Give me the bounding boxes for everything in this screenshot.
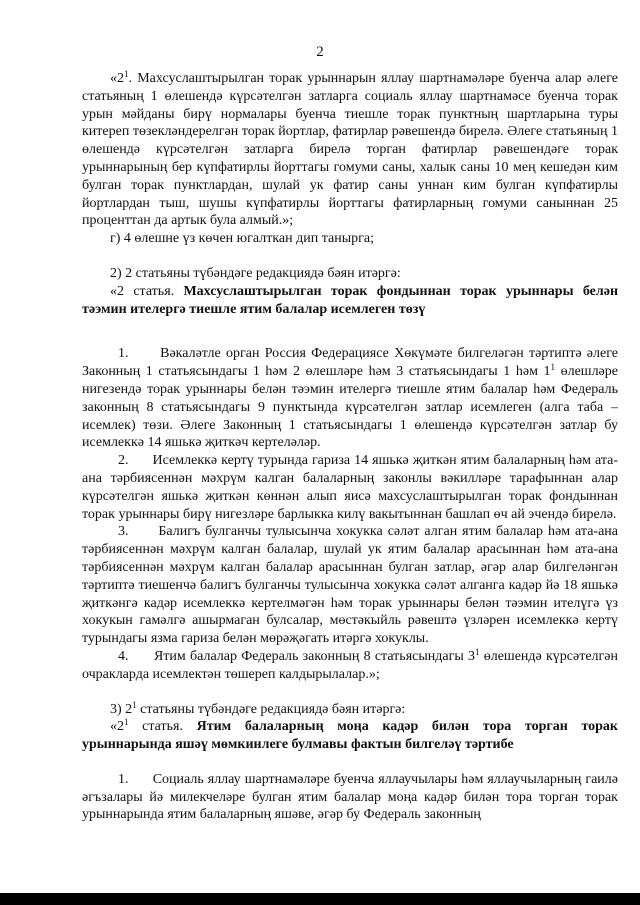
article-2-part-1: 1. Вәкаләтле орган Россия Федерациясе Хөкүмәте билгеләгән тәртиптә әлеге Законның 1 статьясындагы 1 һәм 2 өлешләре һәм 3 статьясындагы 1 һәм $1^1$ өлешләре нигезендә торак урыннары белән тәэмин ителергә тиешле ятим балалар һәм Федераль законның 8 статьясындагы 9 пунктында күрсәтелгән затлар исемлеген (алга таба – исемлек) төзи. Әлеге Законның 1 статьясындагы 1 өлешендә күрсәтелгән затлар бу исемлеккә 14 яшькә җиткәч кертеләләр. xyxy=(82,346,618,451)
article-2-1-heading: «$2^1$ статья. Ятим балаларның моңа кадәр билән тора торган торак урыннарында яшәү мөмкинлеге булмавы фактын билгеләү тәртибе xyxy=(82,717,618,753)
scan-bottom-border xyxy=(0,893,640,905)
article-2-1-part-1: 1. Социаль яллау шартнамәләре буенча яллаучылары һәм яллаучыларның гаилә әгъзалары йә милекчеләре булган ятим балалар моңа кадәр билән тора торган торак урыннарында ятим балаларның яшәве, әгәр бу Федераль законның xyxy=(82,771,618,823)
article-2-part-4: 4. Ятим балалар Федераль законның 8 статьясындагы $3^1$ өлешендә күрсәтелгән очракларда исемлектән төшереп калдырылалар.»; xyxy=(82,646,618,682)
paragraph-article-2-1-part-1: «$2^1$. Махсуслаштырылган торак урыннарын яллау шартнамәләре буенча алар әлеге статьяның 1 өлешендә күрсәтелгән затларга социаль яллау шартнамәсе буенча торак урын мәйданы бирү нормалары буенча тиешле торак пунктның шартларына туры китереп төзекләндерелгән торак йортлар, фатирлар рәвешендә бирелә. Әлеге статьяның 1 өлешендә күрсәтелгән затларга бирелә торган фатирлар рәвешендәге торак урыннарының бер күпфатирлы йорттагы гомуми саны, халык саны 10 мең кешедән ким булган торак пунктлардан, шулай ук фатир саны уннан ким булган күпфатирлы йортлардан тыш, шушы күпфатирлы йорттагы фатирларның гомуми саныннан 25 проценттан да артык була алмый.»; xyxy=(82,69,618,229)
paragraph-amend-article-2-1: 3) $2^1$ статьяны түбәндәге редакциядә бәян итәргә: xyxy=(110,699,406,717)
article-2-heading: «2 статья. Махсуслаштырылган торак фондыннан торак урыннары белән тәэмин ителергә тиешле ятим балалар исемлеген төзү xyxy=(82,283,619,317)
document-body xyxy=(82,70,618,824)
paragraph-amend-article-2: 2) 2 статьяны түбәндәге редакциядә бәян итәргә: xyxy=(110,265,401,281)
paragraph-item-g: г) 4 өлешне үз көчен югалткан дип танырга; xyxy=(110,231,374,247)
page-number: 2 xyxy=(316,44,324,60)
article-2-part-2: 2. Исемлеккә кертү турында гариза 14 яшькә җиткән ятим балаларның һәм ата-ана тәрбиясеннән мәхрүм калган балаларның законлы вәкилләре тарафыннан алар күрсәтелгән яшькә җиткән көннән алып яисә махсуслаштырылган торак фондыннан торак урыннары бирү нигезләре барлыкка килү вакытыннан башлап өч ай эчендә бирелә. xyxy=(82,453,618,522)
article-2-part-3: 3. Балигъ булганчы тулысынча хокукка сәләт алган ятим балалар һәм ата-ана тәрбиясеннән мәхрүм калган балалар, шулай ук ятим балалар арасыннан һәм ата-ана тәрбиясеннән мәхрүм калган балалар арасыннан булган затлар, әгәр алар билгеләнгән тәртиптә тиешенчә балигъ булганчы тулысынча хокукка сәләт алганга кадәр йә 18 яшькә җиткәнгә кадәр исемлеккә кертелмәгән һәм торак урыннары белән тәэмин ителүгә үз хокукын гамәлгә ашырмаган булсалар, мөстәкыйль рәвештә үзләрен исемлеккә кертү турындагы язма гариза белән мөрәҗәгать итәргә хокуклы. xyxy=(82,524,618,647)
